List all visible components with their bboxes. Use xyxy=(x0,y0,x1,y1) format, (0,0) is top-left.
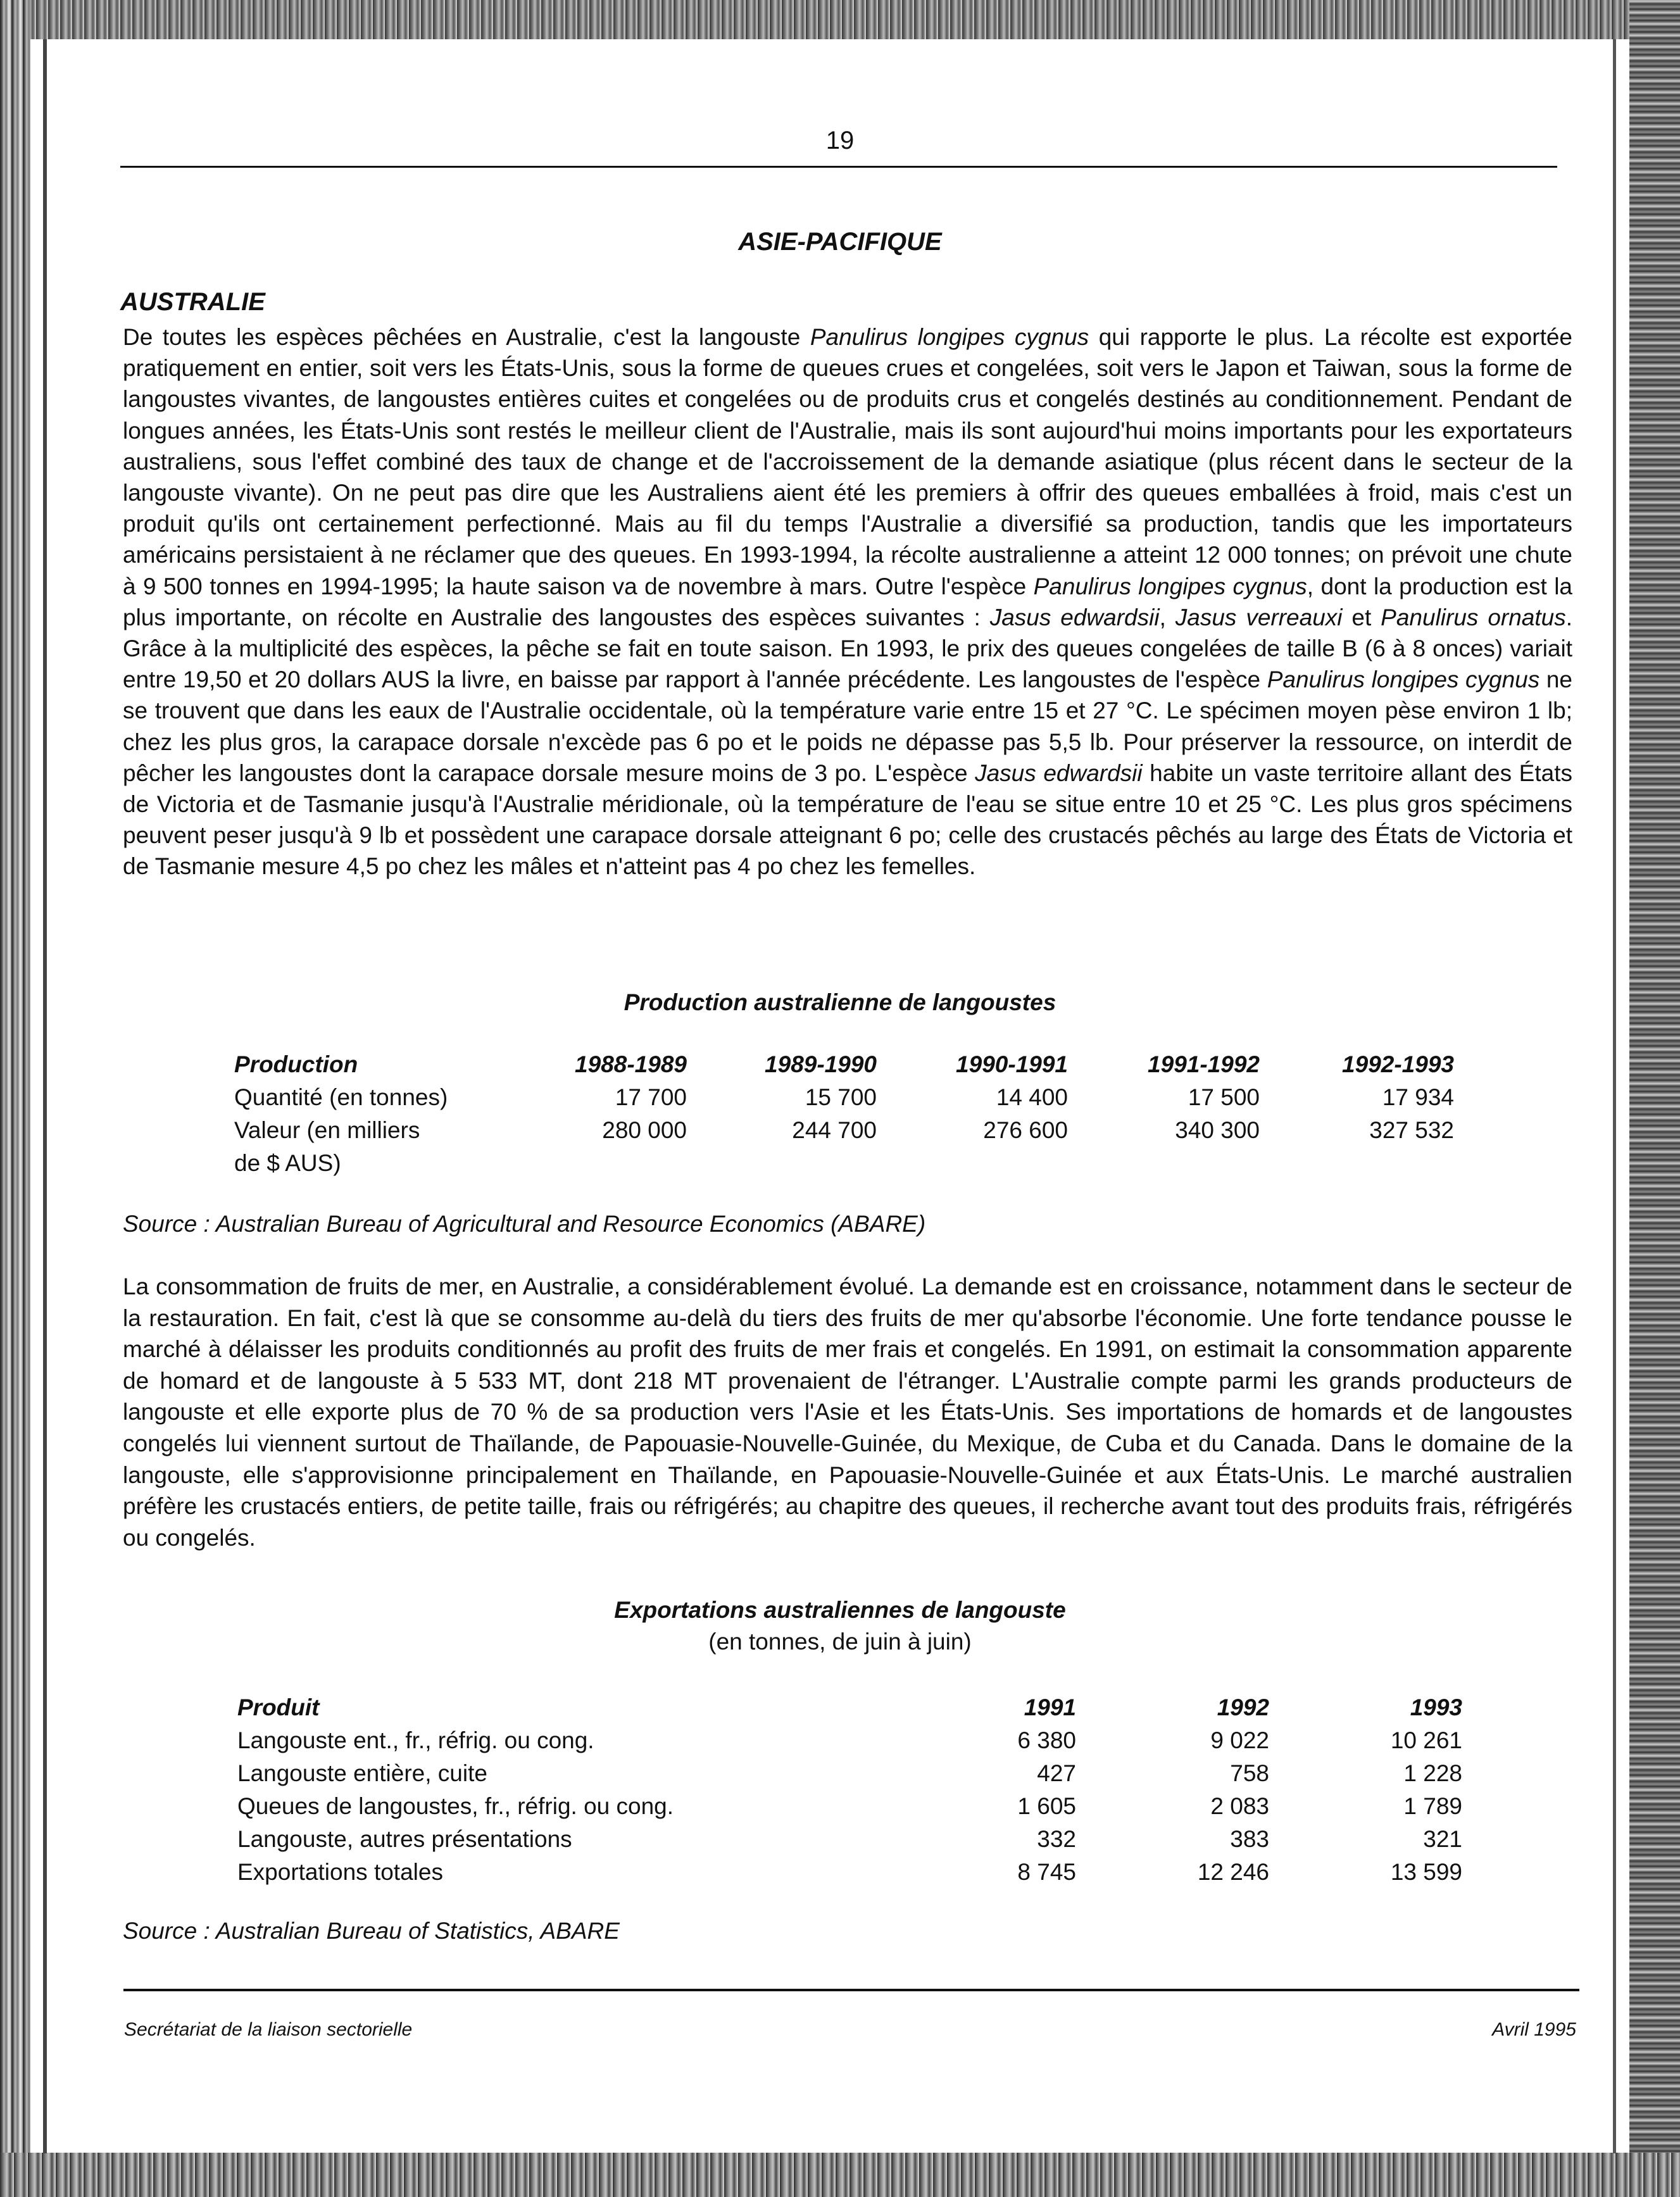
table2-cell: 1 228 xyxy=(1403,1760,1462,1786)
species-name: Jasus verreauxi xyxy=(1175,604,1343,630)
species-name: Jasus edwardsii xyxy=(975,760,1143,786)
table1-header-year: 1991-1992 xyxy=(1148,1051,1260,1077)
table1-cell: 280 000 xyxy=(602,1117,687,1143)
paragraph-text: , dont la production est la plus importante, on récolte en Australie des langoustes des espèces suivantes : xyxy=(123,573,1572,630)
table2-row-label: Langouste, autres présentations xyxy=(237,1826,572,1852)
table1-row-label: Quantité (en tonnes) xyxy=(234,1084,448,1110)
footer-publisher: Secrétariat de la liaison sectorielle xyxy=(124,2019,413,2040)
table2-source: Source : Australian Bureau of Statistics, ABARE xyxy=(123,1918,620,1944)
table1-cell: 15 700 xyxy=(805,1084,877,1110)
table1-header-year: 1989-1990 xyxy=(765,1051,877,1077)
species-name: Panulirus longipes cygnus xyxy=(1033,573,1307,599)
page-edge-left xyxy=(43,39,47,2153)
scan-border-right xyxy=(1629,0,1680,2197)
table1-header-year: 1990-1991 xyxy=(956,1051,1068,1077)
table1-source: Source : Australian Bureau of Agricultural and Resource Economics (ABARE) xyxy=(123,1211,926,1237)
table2-cell-total: 8 745 xyxy=(1017,1859,1076,1885)
species-name: Jasus edwardsii xyxy=(989,604,1160,630)
table2-cell: 1 605 xyxy=(1017,1793,1076,1819)
table1-cell: 17 500 xyxy=(1188,1084,1260,1110)
paragraph-text: ne se trouvent que dans les eaux de l'Australie occidentale, où la température varie entre 15 et 27 °C. Le spécimen moyen pèse environ 1 lb; chez les plus gros, la carapace dorsale n'excède pas 6 po et le poids ne dépasse pas 5,5 lb. Pour préserver la ressource, on interdit de pêcher les langoustes dont la carapace dorsale mesure moins de 3 po. L'espèce xyxy=(123,667,1573,786)
paragraph-text: qui rapporte le plus. La récolte est exportée pratiquement en entier, soit vers les États-Unis, sous la forme de queues crues et congelées, soit vers le Japon et Taiwan, sous la forme de langoustes vivantes, de langoustes entières cuites et congelées ou de produits crus et congelés destinés au conditionnement. Pendant de longues années, les États-Unis sont restés le meilleur client de l'Australie, mais ils sont aujourd'hui moins importants pour les exportateurs australiens, sous l'effet combiné des taux de change et de l'accroissement de la demande asiatique (plus récent dans le secteur de la langouste vivante). On ne peut pas dire que les Australiens aient été les premiers à offrir des queues emballées à froid, mais c'est un produit qu'ils ont certainement perfectionné. Mais au fil du temps l'Australie a diversifié sa production, tandis que les importateurs américains persistaient à ne réclamer que des queues. En 1993-1994, la récolte australienne a atteint 12 000 tonnes; on prévoit une chute à 9 500 tonnes en 1994-1995; la haute saison va de novembre à mars. Outre l'espèce xyxy=(123,324,1573,599)
table1-header-year: 1992-1993 xyxy=(1342,1051,1454,1077)
table2-row-label-total: Exportations totales xyxy=(237,1859,443,1885)
paragraph-text: , xyxy=(1159,604,1175,630)
page-edge-right xyxy=(1613,39,1616,2153)
paragraph-text: De toutes les espèces pêchées en Australie, c'est la langouste xyxy=(123,324,810,350)
table1-cell: 340 300 xyxy=(1175,1117,1260,1143)
paragraph-text: et xyxy=(1342,604,1381,630)
paragraph-text: . Grâce à la multiplicité des espèces, la pêche se fait en toute saison. En 1993, le prix des queues congelées de taille B (6 à 8 onces) variait entre 19,50 et 20 dollars AUS la livre, en baisse par rapport à l'année précédente. Les langoustes de l'espèce xyxy=(123,604,1573,693)
paragraph-lobster-species xyxy=(123,322,1572,882)
table2-cell-total: 13 599 xyxy=(1390,1859,1462,1885)
table2-cell: 9 022 xyxy=(1210,1727,1269,1753)
table2-row-label: Langouste entière, cuite xyxy=(237,1760,487,1786)
table1-row-label: Valeur (en milliers xyxy=(234,1117,420,1143)
table2-cell: 321 xyxy=(1423,1826,1462,1852)
table2-cell-total: 12 246 xyxy=(1197,1859,1269,1885)
table2-title: Exportations australiennes de langouste xyxy=(614,1597,1066,1623)
table2-cell: 6 380 xyxy=(1017,1727,1076,1753)
table2-header-year: 1993 xyxy=(1410,1694,1462,1720)
table1-title: Production australienne de langoustes xyxy=(624,989,1056,1015)
table2-cell: 1 789 xyxy=(1403,1793,1462,1819)
table1-header-year: 1988-1989 xyxy=(575,1051,687,1077)
header-rule xyxy=(120,166,1557,168)
table2-row-label: Langouste ent., fr., réfrig. ou cong. xyxy=(237,1727,594,1753)
table2-cell: 332 xyxy=(1037,1826,1076,1852)
table1-cell: 244 700 xyxy=(792,1117,877,1143)
paragraph-consumption: La consommation de fruits de mer, en Australie, a considérablement évolué. La demande est en croissance, notamment dans le secteur de la restauration. En fait, c'est là que se consomme au-delà du tiers des fruits de mer qu'absorbe l'économie. Une forte tendance pousse le marché à délaisser les produits conditionnés au profit des fruits de mer frais et congelés. En 1991, on estimait la consommation apparente de homard et de langouste à 5 533 MT, dont 218 MT provenaient de l'étranger. L'Australie compte parmi les grands producteurs de langouste et elle exporte plus de 70 % de sa production vers l'Asie et les États-Unis. Ses importations de homards et de langoustes congelés lui viennent surtout de Thaïlande, de Papouasie-Nouvelle-Guinée, du Mexique, de Cuba et du Canada. Dans le domaine de la langouste, elle s'approvisionne principalement en Thaïlande, en Papouasie-Nouvelle-Guinée et aux États-Unis. Le marché australien préfère les crustacés entiers, de petite taille, frais ou réfrigérés; au chapitre des queues, il recherche avant tout des produits frais, réfrigérés ou congelés. xyxy=(123,1274,1572,1551)
table2-cell: 10 261 xyxy=(1390,1727,1462,1753)
scan-border-top xyxy=(0,0,1680,39)
table1-cell: 276 600 xyxy=(983,1117,1068,1143)
table1-cell: 17 700 xyxy=(615,1084,687,1110)
species-name: Panulirus ornatus xyxy=(1381,604,1566,630)
table2-cell: 427 xyxy=(1037,1760,1076,1786)
table2-cell: 383 xyxy=(1230,1826,1269,1852)
region-title: ASIE-PACIFIQUE xyxy=(738,228,942,256)
table1-row-label-cont: de $ AUS) xyxy=(234,1150,341,1176)
table1-header-production: Production xyxy=(234,1051,358,1077)
page-number: 19 xyxy=(825,127,855,154)
table2-row-label: Queues de langoustes, fr., réfrig. ou cong. xyxy=(237,1793,674,1819)
paragraph-text: habite un vaste territoire allant des États de Victoria et de Tasmanie jusqu'à l'Australie méridionale, où la température de l'eau se situe entre 10 et 25 °C. Les plus gros spécimens peuvent peser jusqu'à 9 lb et possèdent une carapace dorsale atteignant 6 po; celle des crustacés pêchés au large des États de Victoria et de Tasmanie mesure 4,5 po chez les mâles et n'atteint pas 4 po chez les femelles. xyxy=(123,760,1572,880)
table2-cell: 2 083 xyxy=(1210,1793,1269,1819)
table2-header-year: 1992 xyxy=(1217,1694,1269,1720)
table1-cell: 17 934 xyxy=(1382,1084,1454,1110)
scan-border-bottom xyxy=(0,2153,1680,2197)
country-heading: AUSTRALIE xyxy=(120,288,265,316)
table2-cell: 758 xyxy=(1230,1760,1269,1786)
species-name: Panulirus longipes cygnus xyxy=(1267,667,1540,693)
table1-cell: 327 532 xyxy=(1369,1117,1454,1143)
footer-rule xyxy=(123,1989,1579,1991)
table2-subtitle: (en tonnes, de juin à juin) xyxy=(708,1629,972,1655)
scan-border-left xyxy=(0,0,30,2197)
footer-date: Avril 1995 xyxy=(1492,2019,1576,2040)
table2-header-year: 1991 xyxy=(1024,1694,1076,1720)
species-name: Panulirus longipes cygnus xyxy=(810,324,1089,350)
table2-header-product: Produit xyxy=(237,1694,320,1720)
table1-cell: 14 400 xyxy=(996,1084,1068,1110)
